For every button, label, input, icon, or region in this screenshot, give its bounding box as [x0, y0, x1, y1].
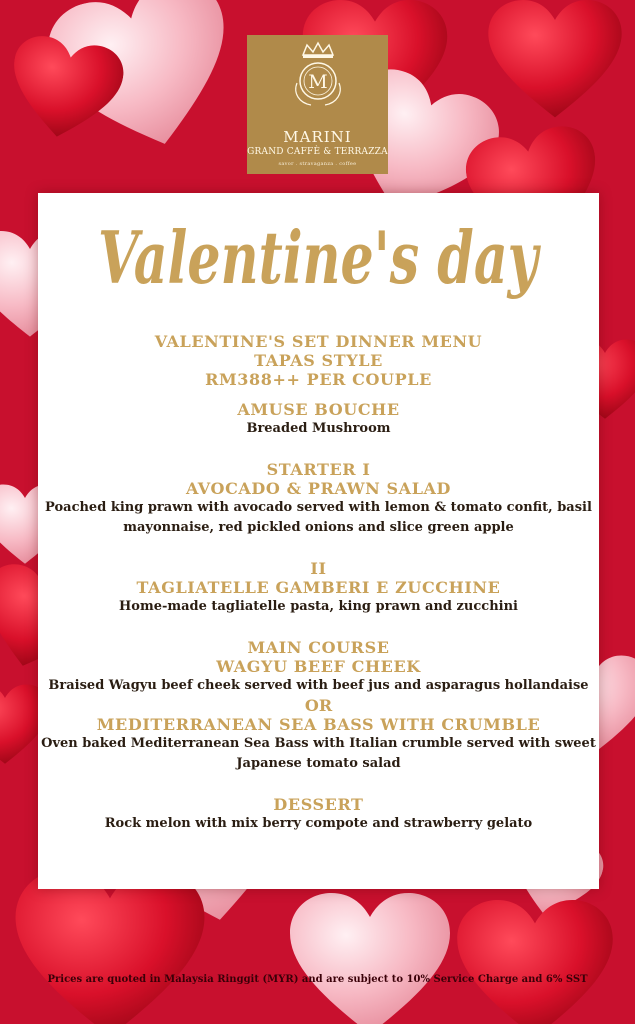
starter1-desc-line-2: mayonnaise, red pickled onions and slice green apple — [123, 520, 514, 535]
starter1-desc-line-1: Poached king prawn with avocado served with lemon & tomato confit, basil — [45, 500, 592, 515]
main-dish-1: WAGYU BEEF CHEEK — [216, 657, 421, 676]
svg-text:Valentine's day: Valentine's day — [98, 215, 542, 300]
main-desc-1: Braised Wagyu beef cheek served with beef jus and asparagus hollandaise — [48, 678, 589, 693]
dessert-desc: Rock melon with mix berry compote and strawberry gelato — [104, 816, 533, 831]
main-desc-2-line-1: Oven baked Mediterranean Sea Bass with Italian crumble served with sweet — [41, 736, 596, 751]
menu-heading-line-2: TAPAS STYLE — [254, 351, 383, 370]
menu-content — [38, 332, 599, 834]
valentines-day-title — [38, 193, 599, 313]
starter2-title: II — [310, 559, 327, 578]
menu-heading-line-1: VALENTINE'S SET DINNER MENU — [154, 332, 483, 351]
main-dish-2: MEDITERRANEAN SEA BASS WITH CRUMBLE — [96, 715, 541, 734]
logo-tagline: savor . stravaganza . coffee — [278, 161, 357, 167]
main-title: MAIN COURSE — [247, 638, 390, 657]
starter1-title: STARTER I — [266, 460, 371, 479]
logo-emblem-letter: M — [308, 71, 328, 93]
crown-crest-icon — [291, 41, 345, 111]
marini-logo — [247, 35, 388, 174]
main-or: OR — [304, 696, 333, 715]
price-footnote: Prices are quoted in Malaysia Ringgit (MYR) and are subject to 10% Service Charge and 6% SST — [47, 974, 588, 985]
starter2-desc: Home-made tagliatelle pasta, king prawn and zucchini — [118, 599, 518, 614]
menu-card — [38, 193, 599, 889]
starter2-dish: TAGLIATELLE GAMBERI E ZUCCHINE — [136, 578, 501, 597]
amuse-desc: Breaded Mushroom — [246, 421, 391, 436]
menu-price: RM388++ PER COUPLE — [205, 370, 432, 389]
dessert-title: DESSERT — [273, 795, 364, 814]
amuse-title: AMUSE BOUCHE — [237, 400, 400, 419]
logo-subtitle: GRAND CAFFÈ & TERRAZZA — [247, 147, 388, 157]
logo-name: MARINI — [283, 128, 352, 146]
starter1-dish: AVOCADO & PRAWN SALAD — [185, 479, 452, 498]
main-desc-2-line-2: Japanese tomato salad — [236, 756, 401, 771]
